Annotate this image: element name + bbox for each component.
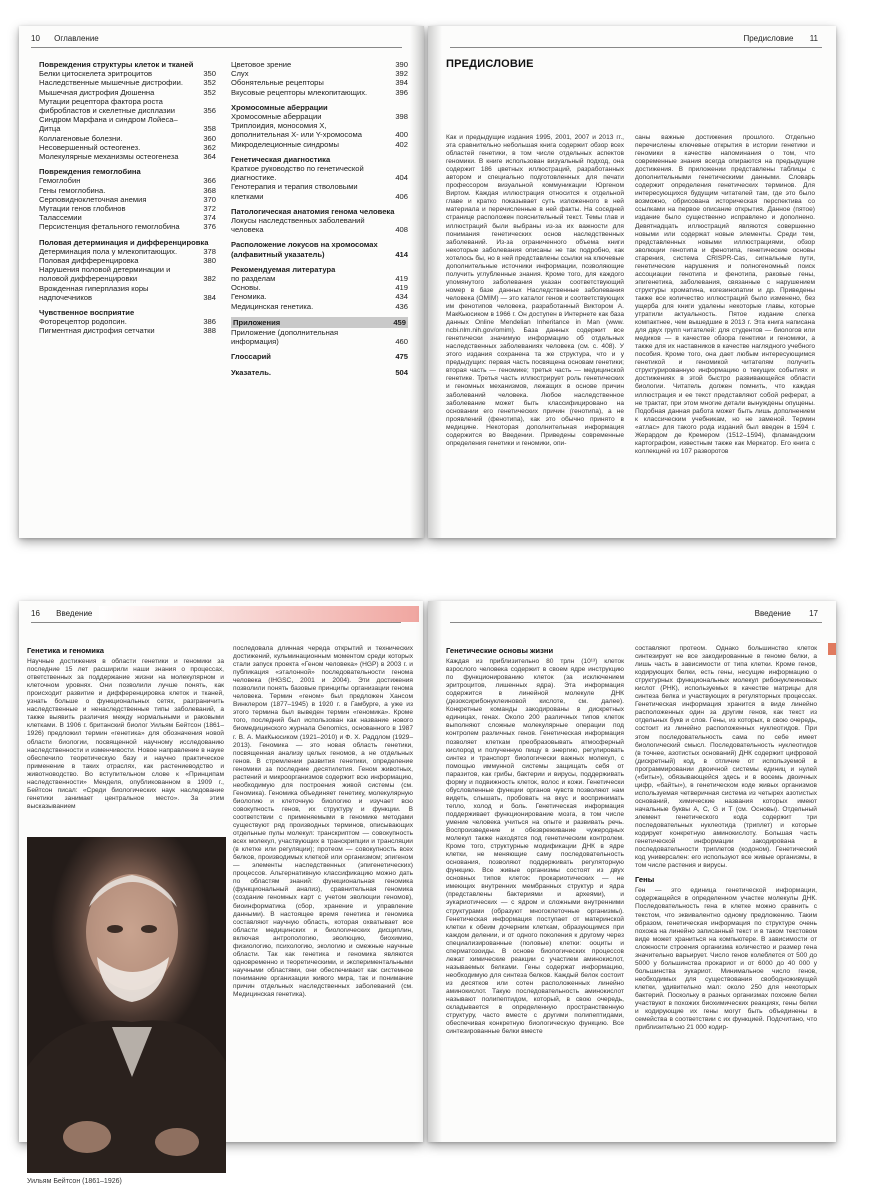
body-text: Ген — это единица генетической информации, содержащейся в определенном участке молекулы ДНК. Последовательность гена в клетке можно сравнить с текстом, что эквивалентно одному предложению. Таким образом, генетическая информация по структуре очень похожа на линейно записанный текст и в таком текстовом виде может храниться на компьютере. В зависимости от сложности строения организма количество и размер гена значительно варьирует. Число генов колеблется от 500 до 5000 у большинства прокариот и от 6000 до 40 000 у большинства эукариот. Минимальное число генов, необходимых для существования свободноживущей клетки, удивительно мал: около 250 для некоторых бактерий. Поскольку в разных организмах похожие белки участвуют в похожих биохимических реакциях, гены белки и кодирующие их гены могут быть объединены в семейства в соответствии с их функцией. Подсчитано, что приблизительно 21 000 кодир- <box>635 887 817 1032</box>
toc-entry-page: 404 <box>395 173 408 183</box>
toc-entry-page: 419 <box>395 274 408 284</box>
toc-entry-title: Геномика. <box>231 292 267 302</box>
toc-entry[interactable] <box>39 284 216 302</box>
toc-entry-page: 408 <box>395 225 408 235</box>
toc-section-heading: Хромосомные аберрации <box>231 102 328 112</box>
toc-entry[interactable] <box>231 328 408 346</box>
body-text: Каждая из приблизительно 80 трлн (10¹³) клеток взрослого человека содержит в своем ядре инструкцию по функционированию клеток (за исключением эритроцитов, лишенных ядра). Эта информация содержится в линейной молекуле ДНК (дезоксирибонуклеиновой кислоте, см. далее). Конкретные команды закодированы в дискретных единицах, генах. Около 200 различных типов клеток выполняют сложные молекулярные операции под контролем различных генов. Генетическая информация позволяет клеткам преобразовывать атмосферный кислород и полученную пищу в энергию, регулировать синтез и транспорт биологически важных молекул, с помощью иммунной системы защищать себя от паразитов, как грибы, бактерии и вирусы, поддерживать форму и подвижность клеток, волос и кожи. Генетически обусловленные функции органов чувств позволяют нам видеть, слышать, пробовать на вкус и воспринимать тепло, холод и боль. Генетическая информация поддерживает функционирование мозга, в том числе умение человека учиться на опыте и развивать речь. Воспроизведение и обезвреживание чужеродных молекул также находятся под генетическим контролем. Кроме того, структурные модификации ДНК в ядре клетки, не меняющие саму последовательность основания, позволяют поддерживать регуляторную функцию. Все живые организмы состоят из двух основных типов клеток: прокариотических — не имеющих внутренних мембранных структур и ядра (представлены бактериями и археями), и эукариотических — с ядром и сложными внутренними структурами (образуют многоклеточные организмы). Генетическая информация поступает от материнской клетки к обеим дочерним клеткам, образующимся при каждом делении, и от одного поколения к другому через специализированные (половые) клетки: ооциты и сперматозоиды. В основе биологических процессов лежат химические реакции с участием аминокислот, называемых белками. Гены содержат информацию, необходимую для синтеза белков. Каждый белок состоит из десятков или сотен расположенных линейно аминокислот. Такую последовательность аминокислот называют полипептидом, который, в свою очередь, складывается в определенную пространственную структуру, часто вместе с другими полипептидами, обеспечивая конкретную биологическую функцию. Все синтезированные белки вместе <box>446 658 624 1036</box>
toc-entry-title: Гемоглобин <box>39 176 81 186</box>
toc-entry-page: 398 <box>395 112 408 122</box>
toc-entry-page: 434 <box>395 292 408 302</box>
toc-entry-page: 380 <box>203 256 216 266</box>
portrait-photo <box>27 837 226 1173</box>
toc-entry-title: Молекулярные механизмы остеогенеза <box>39 152 179 162</box>
toc-entry-page: 392 <box>395 69 408 79</box>
toc-entry-page: 460 <box>395 337 408 347</box>
toc-entry-title: Серповидноклеточная анемия <box>39 194 147 204</box>
toc-entry[interactable] <box>39 265 216 283</box>
toc-entry-title: Мутации рецептора фактора роста фибробластов и скелетные дисплазии <box>39 96 176 116</box>
spine-shadow <box>410 26 424 538</box>
toc-entry[interactable] <box>231 60 408 69</box>
toc-entry[interactable] <box>39 97 216 115</box>
toc-entry-title: Хромосомные аберрации <box>231 112 322 122</box>
page-number: 11 <box>809 34 818 43</box>
toc-entry-title: Глоссарий <box>231 352 271 362</box>
preface-text: саны важные достижения прошлого. Отдельно перечислены ключевые открытия в истории генетики и геномики в качестве напоминания о том, что современные знания всегда опираются на предыдущие достижения. В приложении представлены таблицы с дополнительными генетическими данными. Словарь содержит определения генетических терминов. Для интересующихся будущим читателей там, где это было возможно, обрисована историческая перспектива со ссылками на первое описание открытия. Данное (пятое) издание было существенно исправлено и дополнено. Девятнадцать иллюстраций являются совершенно новыми или содержат новые элементы. Среди тем, представленных новыми иллюстрациями, обзор эволюции генотипа и фенотипа, генетические основы старения, система CRISPR-Cas, сигнальные пути, генетические нарушения и полногеномный поиск ассоциации генотипа и фенотипа, раковые гены, эпигенетика, заболевания, связанные с нарушением структуры хроматина, когезинопатии и др. Приведены также все количество иллюстраций было изменено, без ущерба для книги удалены некоторые главы, которые утратили актуальность. Пятое издание слегка компактнее, чем вышедшие в 2013 г. Эта книга написана для двух групп читателей: для студентов — биологов или медиков — в качестве обзора генетики и геномики, а также для их наставников в качестве наглядного учебного пособия. Кроме того, она дает любым интересующимся генетикой и геномикой читателям получить структурированную информацию о текущих событиях и достижениях в этой быстро развивающейся области биологии. Читатель должен помнить, что каждая иллюстрация и ее текст представляют собой реферат, а не трактат, при этом многие детали вынуждены опущены. Подобная данная работа может быть лишь дополнением к классическим учебникам, но не заменой. Термин «атлас» для такого рода изданий был введен в 1594 г. Жерардом де Кремером (1512–1594), фламандским картографом, известным также как Меркатор. Его книга с коллекцией из 107 разворотов <box>635 134 815 455</box>
toc-entry-page: 352 <box>203 87 216 97</box>
toc-entry[interactable] <box>39 326 216 335</box>
toc-entry-title: Белки цитоскелета эритроцитов <box>39 69 153 79</box>
toc-entry-title: Несовершенный остеогенез. <box>39 142 141 152</box>
toc-entry[interactable] <box>231 216 408 234</box>
toc-entry-page: 362 <box>203 142 216 152</box>
toc-entry-title: Врожденная гиперплазия коры надпочечников <box>39 283 149 302</box>
toc-entry-page: 402 <box>395 139 408 149</box>
toc-entry-page: 368 <box>203 185 216 195</box>
preface-column-right <box>635 134 815 534</box>
spine-shadow <box>428 26 442 538</box>
toc-column-right <box>231 60 408 377</box>
toc-section-heading: Рекомендуемая литература <box>231 264 336 274</box>
toc-entry-page: 406 <box>395 191 408 201</box>
toc-entry-title: Приложения <box>233 317 281 327</box>
genetics-column-left <box>446 645 624 1139</box>
toc-entry-title: Медицинская генетика. <box>231 301 314 311</box>
toc-entry-page: 364 <box>203 152 216 162</box>
toc-entry-page: 356 <box>203 106 216 116</box>
toc-entry[interactable] <box>231 240 408 258</box>
toc-entry-title: Указатель. <box>231 367 271 377</box>
toc-entry[interactable] <box>231 302 408 311</box>
toc-entry-title: Микроделеционные синдромы <box>231 139 340 149</box>
toc-entry[interactable] <box>39 152 216 161</box>
toc-entry-title: Краткое руководство по генетической диагностике. <box>231 164 364 183</box>
toc-entry[interactable] <box>231 368 408 377</box>
section-tab-marker <box>828 643 836 655</box>
toc-entry-page: 414 <box>395 249 408 259</box>
toc-entry-page: 459 <box>393 317 406 327</box>
toc-entry[interactable] <box>39 176 216 185</box>
intro-column-left <box>27 645 224 831</box>
spine-shadow <box>428 601 442 1142</box>
toc-entry-title: Цветовое зрение <box>231 60 292 69</box>
toc-entry[interactable] <box>231 140 408 149</box>
page-17 <box>428 601 836 1142</box>
toc-entry-page: 436 <box>395 301 408 311</box>
toc-entry-title: Детерминация пола у млекопитающих. <box>39 246 178 256</box>
toc-entry-title: Триплоидия, моносомия X, дополнительная X- или Y-хромосома <box>231 121 362 140</box>
toc-section-heading: Чувственное восприятие <box>39 308 135 318</box>
toc-entry[interactable] <box>39 317 216 326</box>
toc-entry[interactable] <box>231 88 408 97</box>
toc-entry[interactable] <box>231 274 408 283</box>
preface-column-left <box>446 134 624 534</box>
toc-section-heading: Патологическая анатомия генома человека <box>231 206 395 216</box>
toc-entry-title: Слух <box>231 69 249 79</box>
page-16 <box>19 601 423 1185</box>
toc-entry-title: Талассемии <box>39 213 82 223</box>
toc-entry-page: 372 <box>203 204 216 214</box>
toc-entry-page: 366 <box>203 176 216 186</box>
toc-entry[interactable] <box>39 78 216 87</box>
toc-section-heading: Генетическая диагностика <box>231 154 331 164</box>
toc-entry[interactable] <box>231 69 408 78</box>
toc-entry[interactable] <box>39 88 216 97</box>
toc-entry-page: 390 <box>395 60 408 69</box>
toc-entry-page: 419 <box>395 283 408 293</box>
header-rule <box>31 622 401 623</box>
section-heading: Гены <box>635 875 655 885</box>
body-text: Научные достижения в области генетики и геномики за последние 15 лет расширили наши знания о процессах, ответственных за поддержание жизни на молекулярном и клеточном уровнях. Они позволили лучше понять, как происходит развитие и дифференцировка клеток и тканей, узнать больше о функциональных сетях, разграничить наследственные и ненаследственные типы заболеваний, а также выявить различия между нормальными и раковыми клетками. В 1906 г. британский биолог Уильям Бейтсон (1861–1926) предложил термин «генетика» для обозначения новой области биологии, посвященной научному исследованию наследственности и изменчивости. Новое направление в науке обеспечило теоретическую базу и научно практическое применение в таких отраслях, как растениеводство и животноводство. Во вступительном слове к «Принципам наследственности» Менделя, опубликованном в 1909 г., Бейтсон писал: «Среди биологических наук наследование генетики занимает центральное место». За этим высказыванием <box>27 658 224 810</box>
toc-entry-page: 396 <box>395 87 408 97</box>
toc-entry-title: Персистенция фетального гемоглобина <box>39 222 180 232</box>
toc-entry-title: Коллагеновые болезни. <box>39 133 123 143</box>
header-rule <box>450 47 822 48</box>
toc-entry[interactable] <box>231 182 408 200</box>
toc-entry-page: 376 <box>203 222 216 232</box>
toc-entry[interactable] <box>39 204 216 213</box>
toc-entry-title: по разделам <box>231 274 276 284</box>
toc-entry-page: 504 <box>395 367 408 377</box>
toc-entry-page: 386 <box>203 317 216 327</box>
genetics-column-right <box>635 645 817 1139</box>
toc-entry[interactable] <box>39 247 216 256</box>
photo-caption: Уильям Бейтсон (1861–1926) <box>27 1178 122 1185</box>
running-header: Оглавление <box>54 34 99 43</box>
section-heading: Генетика и геномика <box>27 646 104 655</box>
toc-entry-page: 475 <box>395 352 408 362</box>
intro-column-right <box>233 645 413 1139</box>
toc-entry-page: 382 <box>203 274 216 284</box>
body-text: последовала длинная череда открытий и технических достижений, кульминационным моментом среди которых стали запуск проекта «Геном человека» (HGP) в 2003 г. и публикация «эталонной» последовательности генома человека (IHGSC, 2001 и 2004). Эти достижения позволили понять базовые принципы организации генома человека. Термин «геном» был предложен Хансом Винклером (1877–1945) в 1920 г. в Гамбурге, а уже из этого термина был выведен термин «геномика». Кроме того, последний был использован как название нового биомедицинского журнала Genomics, основанного в 1987 г. В. А. МакКьюсиком (1921–2010) и Ф. Х. Раддлом (1929–2013). Геномика — это новая область генетики, посвященная анализу целых геномов, а не отдельных генов. В стремлении развития генетики, определение геномики за последние десятилетия. Геном животных, растений и микроорганизмов содержит всю информацию, необходимую для построения живой системы (см. Геномика). Геномика объединяет генетику, молекулярную биологию и клеточную биологию и изучает всю совокупность генов, их структуру и функции. В соответствии с применяемыми в геномике методами существуют ряд производных терминов, описывающих отдельные пулы молекул: транскриптом — совокупность всех молекул, участвующих в транскрипции и трансляции (в клетке или регуляции); протеом — совокупность всех белков, производимых клеткой или организмом; эпигеном — элементы наследственных (эпигенетических) процессов. Альтернативную классификацию можно дать по областям знаний: функциональная геномика (функциональный анализ), сравнительная геномика (создание геномных карт с учетом эволюции геномов), биоинформатика (сбор, хранение и управление данными). В настоящее время генетика и геномика составляют научную область, которая охватывает все области медицинских и биологических дисциплин, включая антропологию, эволюцию, биохимию, физиологию, психологию, экологию и смежные научные области. Так как генетика и геномика являются одновременно и теоретическими, и экспериментальными научными областями, они обеспечивают как системное понимание организации живого мира, так и понимание причин отдельных наследственных заболеваний (см. Медицинская генетика). <box>233 645 413 999</box>
toc-entry[interactable] <box>39 143 216 152</box>
toc-entry-title: Наследственные мышечные дистрофии. <box>39 78 183 88</box>
running-header: Введение <box>754 609 791 618</box>
toc-entry[interactable] <box>231 164 408 182</box>
toc-entry-page: 360 <box>203 133 216 143</box>
page-number: 17 <box>809 609 818 618</box>
toc-entry[interactable] <box>231 121 408 139</box>
toc-entry[interactable] <box>231 317 408 328</box>
running-header: Введение <box>56 609 93 618</box>
header-rule <box>31 47 402 48</box>
toc-section-heading: Повреждения структуры клеток и тканей <box>39 60 194 69</box>
toc-entry-page: 400 <box>395 130 408 140</box>
toc-entry[interactable] <box>39 222 216 231</box>
toc-entry[interactable] <box>39 69 216 78</box>
toc-entry-page: 374 <box>203 213 216 223</box>
toc-entry-page: 350 <box>203 69 216 79</box>
toc-entry-title: Фоторецептор родопсин. <box>39 317 127 327</box>
body-text: составляют протеом. Однако большинство клеток синтезирует не все закодированные в геноме белки, а лишь часть в зависимости от типа клетки. Кроме генов, кодирующих белки, есть гены, несущие информацию о структурных функциональных молекул рибонуклеиновых кислот (РНК), используемых в качестве матрицы для синтеза белка и участвующих в регуляторных процессах. Генетическая информация хранится в виде линейно расположенных один за другим генов, как текст из отдельных букв и слов. Гены, из которых, в свою очередь, состоит из линейно расположенных нуклеотидов. При этом последовательность сама по себе имеет биологический смысл. Последовательность нуклеотидов (в точнее, азотистых оснований) ДНК содержит цифровой (дискретный) код, в отличие от используемой в программировании двоичной системы единиц и нулей («биты»), обязывающейся здесь и в восемь двоичных цифр, «байты»), в генетическом коде живых организмов используемая четверичная система из четырех азотистых оснований, химические названия которых имеют начальные буквы A, C, G и T (см. Основы). Отдельный элемент генетического кода содержит три последовательных нуклеотида (триплет) и которые кодирует конкретную аминокислоту. Большая часть генетической информации закодирована в последовательности триплетов (кодоном). Генетический код универсален: его используют все живые организмы, в том числе растения и вирусы. <box>635 645 817 870</box>
toc-entry-page: 378 <box>203 246 216 256</box>
toc-entry-title: Мышечная дистрофия Дюшенна <box>39 87 155 97</box>
toc-entry-page: 384 <box>203 292 216 302</box>
toc-entry-title: Нарушения половой детерминации и половой дифференцировки <box>39 265 171 284</box>
toc-entry-title: Половая дифференцировка <box>39 256 139 266</box>
portrait-illustration <box>27 837 226 1173</box>
preface-title: ПРЕДИСЛОВИЕ <box>446 58 534 70</box>
toc-entry-title: Обонятельные рецепторы <box>231 78 324 88</box>
section-heading: Генетические основы жизни <box>446 646 554 655</box>
toc-entry-page: 388 <box>203 326 216 336</box>
toc-entry[interactable] <box>39 115 216 133</box>
toc-entry-page: 358 <box>203 124 216 134</box>
page-number: 10 <box>31 34 40 43</box>
toc-entry-page: 352 <box>203 78 216 88</box>
toc-section-heading: Половая детерминация и дифференцировка <box>39 237 209 247</box>
toc-entry-title: Синдром Марфана и синдром Лойеса–Дитца <box>39 115 178 134</box>
toc-entry-title: Генотерапия и терапия стволовыми клетками <box>231 182 358 201</box>
toc-entry[interactable] <box>231 78 408 87</box>
toc-section-heading: Повреждения гемоглобина <box>39 167 141 177</box>
toc-entry[interactable] <box>39 186 216 195</box>
toc-entry[interactable] <box>39 195 216 204</box>
toc-entry[interactable] <box>231 292 408 301</box>
preface-text: Как и предыдущие издания 1995, 2001, 2007 и 2013 гг., эта сравнительно небольшая книга содержит обзор всех областей генетики, в том числе отдельных аспектов геномики. В книге использован визуальный подход, она содержит 186 цветных иллюстраций, разработанных автором и специально подготовленных для печати профессором визуальной коммуникации Юргеном Виртом. Каждая иллюстрация относится к отдельной главе и кратко показывает суть изложенного в ней материала и перечисленные в ней факты. На соседней странице расположен пояснительный текст. Темы глав и иллюстраций были выбраны из-за их важности для понимания генетических основ наследственных заболеваний. Из-за ограниченного объема книги некоторые заболевания описаны не так подробно, как хотелось бы, но в ней представлены ссылки на ключевые дополнительные источники информации, позволяющие получить углубленные знания. Кроме того, для каждого упомянутого заболевания указан соответствующий номер в базе данных Наследственные заболевания человека (OMIM) — это каталог генов и соответствующих им фенотипов человека, разработанный Виктором А. МакКьюсиком в 1966 г. Он доступен в Интернете как база данных Online Mendelian Inheritance in Man (www. ncbi.nlm.nih.gov/omim). База данных содержит все генетически значимую информацию об отдельных наследственных заболеваниях человека (см. с. 408). У этого издания сохранена та же структура, что и у предыдущих: первая часть посвящена основам генетики; вторая часть — геномике; третья часть — медицинской генетике. Третья часть иллюстрирует роль генетических и геномных механизмов, лежащих в основе причин заболеваний человека. Любое наследственное заболевание может быть классифицировано на основании его генетических причин (генотипа), а не проявлений (фенотипа), как это обычно принято в медицине. Некоторая дополнительная информация содержится во Введении. Приведены современные определения генетики и геномики, опи- <box>446 134 624 447</box>
toc-entry-title: Вкусовые рецепторы млекопитающих. <box>231 87 368 97</box>
toc-entry-page: 370 <box>203 194 216 204</box>
header-rule <box>450 622 822 623</box>
running-header: Предисловие <box>743 34 794 43</box>
toc-entry[interactable] <box>231 352 408 361</box>
toc-column-left <box>39 60 216 336</box>
toc-entry-title: Локусы наследственных заболеваний человека <box>231 216 365 235</box>
toc-entry[interactable] <box>231 112 408 121</box>
header-accent <box>99 606 419 622</box>
toc-entry-title: Мутации генов глобинов <box>39 204 126 214</box>
page-number: 16 <box>31 609 40 618</box>
toc-entry[interactable] <box>39 256 216 265</box>
toc-entry-title: Пигментная дистрофия сетчатки <box>39 326 155 336</box>
toc-entry[interactable] <box>39 213 216 222</box>
toc-entry[interactable] <box>231 283 408 292</box>
page-11 <box>428 26 836 538</box>
toc-entry[interactable] <box>39 134 216 143</box>
toc-entry-title: Гены гемоглобина. <box>39 185 106 195</box>
toc-entry-title: Основы. <box>231 283 261 293</box>
toc-entry-page: 394 <box>395 78 408 88</box>
page-10 <box>19 26 424 538</box>
toc-entry-title: Расположение локусов на хромосомах (алфавитный указатель) <box>231 240 378 259</box>
toc-entry-title: Приложение (дополнительная информация) <box>231 328 339 347</box>
